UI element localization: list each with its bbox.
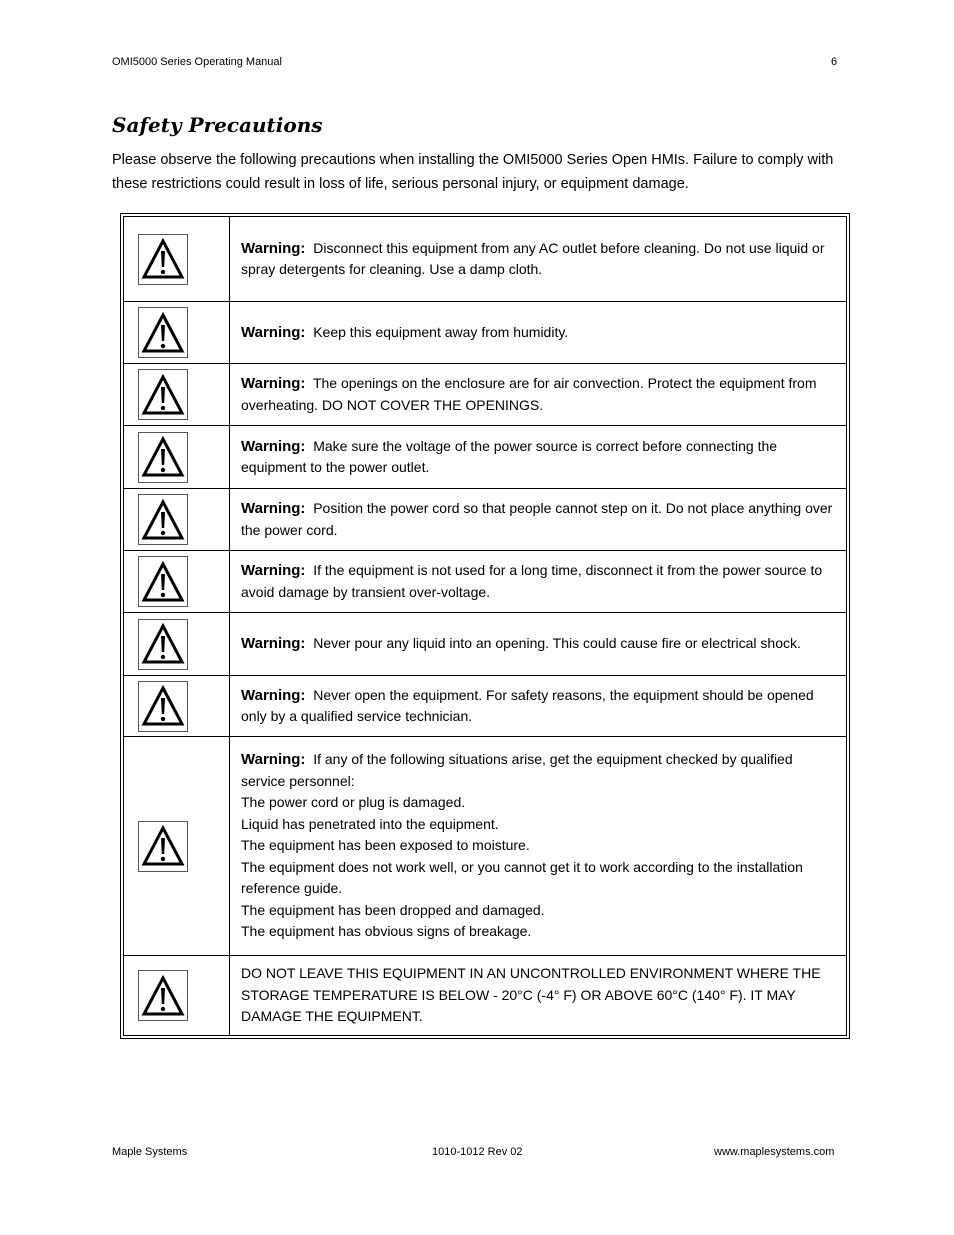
warning-triangle-icon: [138, 619, 188, 670]
warning-text: The equipment does not work well, or you cannot get it to work according to the installation reference guide.: [241, 858, 803, 897]
warning-line: [241, 322, 836, 344]
warning-triangle-icon: [138, 307, 188, 358]
warning-row: [124, 551, 847, 613]
warning-label: Warning:: [241, 323, 306, 341]
warning-text: The equipment has obvious signs of breakage.: [241, 923, 532, 940]
warning-line: [241, 749, 836, 792]
warning-line: [241, 560, 836, 603]
warning-text-cell: [230, 302, 847, 364]
warning-text: Never open the equipment. For safety reasons, the equipment should be opened only by a qualified service technician.: [241, 686, 814, 724]
warning-text: If the equipment is not used for a long time, disconnect it from the power source to avoid damage by transient over-voltage.: [241, 562, 823, 600]
warning-text-cell: [230, 676, 847, 737]
warning-icon-cell: [124, 302, 230, 364]
warning-line: [241, 436, 836, 479]
warning-label: Warning:: [241, 562, 306, 579]
warning-triangle-icon: [138, 432, 188, 483]
warning-line: [241, 498, 836, 541]
warning-line: [241, 633, 836, 655]
section-title: Safety Precautions: [112, 113, 323, 137]
warning-row: [124, 217, 847, 302]
warning-line: [241, 685, 836, 728]
warning-icon-cell: [124, 217, 230, 302]
warning-text-cell: [230, 551, 847, 613]
warning-text: Position the power cord so that people cannot step on it. Do not place anything over the power cord.: [241, 500, 833, 538]
warning-row: [124, 676, 847, 737]
warning-label: Warning:: [241, 375, 306, 392]
warning-triangle-icon: [138, 821, 188, 872]
warning-text-cell: [230, 217, 847, 302]
warning-line: [241, 900, 836, 922]
warning-text-cell: [230, 364, 847, 426]
warning-text: DO NOT LEAVE THIS EQUIPMENT IN AN UNCONTROLLED ENVIRONMENT WHERE THE STORAGE TEMPERATURE IS BELOW - 20°C (-4° F) OR ABOVE 60°C (140° F). IT MAY DAMAGE THE EQUIPMENT.: [241, 965, 821, 1025]
warning-text: The openings on the enclosure are for air convection. Protect the equipment from overheating. DO NOT COVER THE OPENINGS.: [241, 375, 817, 413]
warning-text: Never pour any liquid into an opening. This could cause fire or electrical shock.: [313, 635, 801, 652]
warning-label: Warning:: [241, 635, 306, 653]
warning-row: [124, 489, 847, 551]
warning-icon-cell: [124, 613, 230, 676]
warning-row: [124, 956, 847, 1036]
warning-label: Warning:: [241, 686, 306, 704]
warning-text: Liquid has penetrated into the equipment.: [241, 815, 499, 832]
warning-row: [124, 426, 847, 489]
warning-text: Make sure the voltage of the power source is correct before connecting the equipment to the power outlet.: [241, 437, 778, 475]
footer-company: Maple Systems: [112, 1146, 188, 1158]
warning-line: [241, 857, 836, 900]
warning-text-cell: [230, 613, 847, 676]
warning-text-cell: [230, 426, 847, 489]
footer-website: www.maplesystems.com: [714, 1146, 835, 1158]
warning-line: [241, 373, 836, 416]
warning-icon-cell: [124, 489, 230, 551]
warning-line: [241, 238, 836, 281]
warning-text: The power cord or plug is damaged.: [241, 794, 466, 811]
warning-text: The equipment has been dropped and damaged.: [241, 901, 545, 918]
warning-icon-cell: [124, 551, 230, 613]
warning-row: [124, 364, 847, 426]
warning-triangle-icon: [138, 681, 188, 732]
warning-triangle-icon: [138, 369, 188, 420]
warning-triangle-icon: [138, 970, 188, 1021]
warning-row: [124, 613, 847, 676]
warning-icon-cell: [124, 956, 230, 1036]
warning-label: Warning:: [241, 437, 306, 455]
warning-line: [241, 814, 836, 836]
page-number: 6: [831, 56, 838, 68]
warning-label: Warning:: [241, 239, 306, 257]
warning-triangle-icon: [138, 494, 188, 545]
warning-label: Warning:: [241, 500, 306, 517]
warning-icon-cell: [124, 737, 230, 956]
warnings-table-body: [124, 217, 847, 1036]
warning-row: [124, 302, 847, 364]
warning-line: [241, 792, 836, 814]
warning-icon-cell: [124, 364, 230, 426]
warning-row: [124, 737, 847, 956]
warning-text-cell: [230, 737, 847, 956]
warning-text-cell: [230, 956, 847, 1036]
warning-line: [241, 963, 836, 1028]
warning-text: If any of the following situations arise, get the equipment checked by qualified service personnel:: [241, 751, 793, 789]
warning-icon-cell: [124, 426, 230, 489]
warning-triangle-icon: [138, 556, 188, 607]
warning-triangle-icon: [138, 234, 188, 285]
warning-line: [241, 921, 836, 943]
section-intro: Please observe the following precautions when installing the OMI5000 Series Open HMIs. Failure to comply with these restrictions could result in loss of life, serious personal injury, or equipment damage.: [112, 152, 834, 192]
footer-doc-number: 1010-1012 Rev 02: [432, 1146, 523, 1158]
warning-label: Warning:: [241, 751, 306, 769]
manual-title: OMI5000 Series Operating Manual: [112, 56, 282, 68]
warnings-table: [120, 213, 850, 1039]
warning-text: Disconnect this equipment from any AC outlet before cleaning. Do not use liquid or spray detergents for cleaning. Use a damp cloth.: [241, 239, 825, 277]
warning-icon-cell: [124, 676, 230, 737]
warning-text-cell: [230, 489, 847, 551]
warning-text: Keep this equipment away from humidity.: [313, 323, 569, 340]
warning-text: The equipment has been exposed to moisture.: [241, 837, 530, 854]
warning-line: [241, 835, 836, 857]
